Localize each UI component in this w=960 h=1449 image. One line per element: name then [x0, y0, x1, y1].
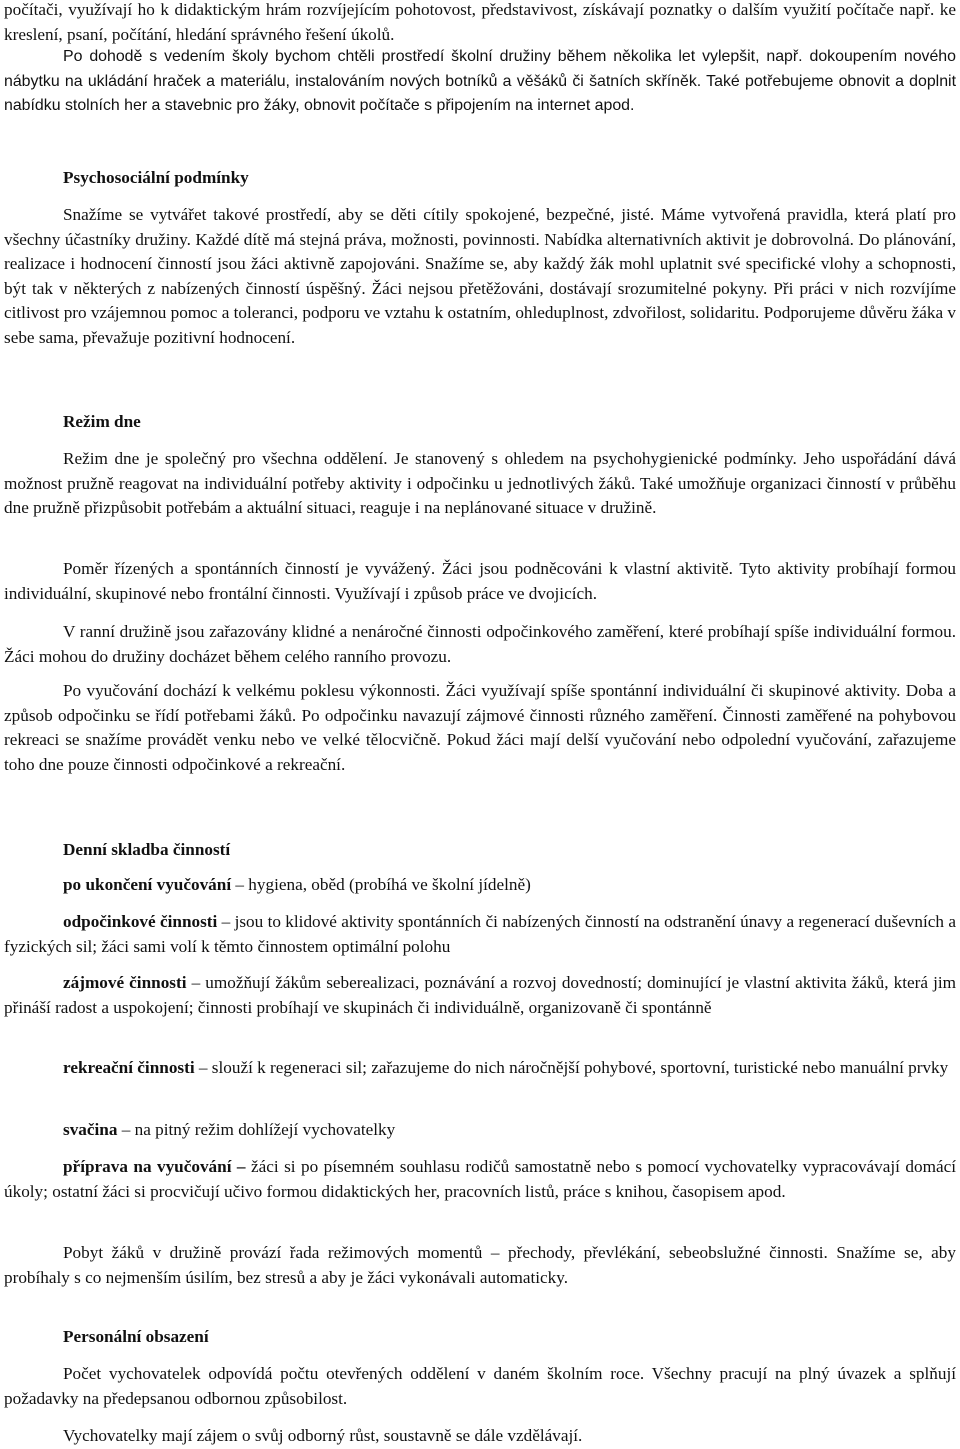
rezim-paragraph-2: Poměr řízených a spontánních činností je vyvážený. Žáci jsou podněcováni k vlastní aktivitě. Tyto aktivity probíhají formou individuální, skupinové nebo frontální činnosti. Využívají i způsob práce ve dvojicích.: [4, 559, 956, 603]
intro-paragraph-1: počítači, využívají ho k didaktickým hrám rozvíjejícím pohotovost, představivost, získávají poznatky o dalším využití počítače např. ke kreslení, psaní, počítání, hledání správného řešení úkolů.: [4, 0, 956, 44]
personal-paragraph-2: Vychovatelky mají zájem o svůj odborný růst, soustavně se dále vzdělávají.: [63, 1426, 583, 1445]
skladba-term: rekreační činnosti: [63, 1058, 195, 1077]
skladba-text: – na pitný režim dohlížejí vychovatelky: [117, 1120, 396, 1139]
skladba-text: – hygiena, oběd (probíhá ve školní jídelně): [231, 875, 531, 894]
skladba-term: odpočinkové činnosti: [63, 912, 218, 931]
skladba-text: žáci si po písemném souhlasu rodičů samostatně nebo s pomocí vychovatelky vypracovávají domácí úkoly; ostatní žáci si procvičují učivo formou didaktických her, pracovních listů, práce s knihou, časopisem apod.: [4, 1157, 956, 1201]
skladba-text: – jsou to klidové aktivity spontánních či nabízených činností na odstranění únavy a regenerací duševních a fyzických sil; žáci sami volí k těmto činnostem optimální polohu: [4, 912, 956, 956]
heading-rezim-dne: Režim dne: [63, 412, 141, 431]
personal-paragraph-1: Počet vychovatelek odpovídá počtu otevřených oddělení v daném školním roce. Všechny pracují na plný úvazek a splňují požadavky na předepsanou odbornou způsobilost.: [4, 1364, 956, 1408]
psychosocial-paragraph: Snažíme se vytvářet takové prostředí, aby se děti cítily spokojené, bezpečné, jisté. Máme vytvořená pravidla, která platí pro všechny účastníky družiny. Každé dítě má stejná práva, možnosti, povinnosti. Nabídka alternativních aktivit je dobrovolná. Do plánování, realizace i hodnocení činností jsou žáci aktivně zapojováni. Snažíme se, aby každý žák mohl uplatnit své specifické vlohy a schopnosti, být tak v některých z nabízených činností úspěšný. Žáci nejsou přetěžováni, dostávají srozumitelné pokyny. Při práci v nich rozvíjíme citlivost pro vzájemnou pomoc a toleranci, podporu ve vztahu k ostatním, ohleduplnost, zdvořilost, solidaritu. Podporujeme důvěru žáka v sebe sama, převažuje pozitivní hodnocení.: [4, 205, 956, 347]
skladba-text: – umožňují žákům seberealizaci, poznávání a rozvoj dovedností; dominující je vlastní aktivita žáků, která jim přináší radost a uspokojení; činnosti probíhají ve skupinách či individuálně, organizovaně či spontánně: [4, 973, 956, 1017]
rezim-paragraph-4: Po vyučování dochází k velkému poklesu výkonnosti. Žáci využívají spíše spontánní individuální či skupinové aktivity. Doba a způsob odpočinku se řídí potřebami žáků. Po odpočinku navazují zájmové činnosti různého zaměření. Činnosti zaměřené na pohybovou rekreaci se snažíme provádět venku nebo ve velké tělocvičně. Pokud žáci mají delší vyučování nebo odpolední vyučování, zařazujeme toho dne pouze činnosti odpočinkové a rekreační.: [4, 681, 956, 774]
skladba-item: [4, 910, 956, 959]
skladba-item: [4, 1155, 956, 1204]
skladba-text: – slouží k regeneraci sil; zařazujeme do nich náročnější pohybové, sportovní, turistické nebo manuální prvky: [194, 1058, 949, 1077]
skladba-term: příprava na vyučování –: [63, 1157, 246, 1176]
heading-denni-skladba: Denní skladba činností: [63, 840, 231, 859]
skladba-item: [4, 971, 956, 1020]
intro-paragraph-2: Po dohodě s vedením školy bychom chtěli prostředí školní družiny během několika let vylepšit, např. dokoupením nového nábytku na ukládání hraček a materiálu, instalováním nových botníků a věšáků či šatních skříněk. Také potřebujeme obnovit a doplnit nabídku stolních her a stavebnic pro žáky, obnovit počítače s připojením na internet apod.: [4, 48, 956, 114]
heading-psychosocial: Psychosociální podmínky: [63, 168, 249, 187]
skladba-term: po ukončení vyučování: [63, 875, 232, 894]
skladba-closing-paragraph: Pobyt žáků v družině provází řada režimových momentů – přechody, převlékání, sebeobslužné činnosti. Snažíme se, aby probíhaly s co nejmenším úsilím, bez stresů a aby je žáci vykonávali automaticky.: [4, 1243, 956, 1287]
skladba-item: [4, 1118, 956, 1143]
skladba-term: zájmové činnosti: [63, 973, 187, 992]
skladba-item: [4, 873, 956, 898]
skladba-term: svačina: [63, 1120, 118, 1139]
rezim-paragraph-3: V ranní družině jsou zařazovány klidné a nenáročné činnosti odpočinkového zaměření, které probíhají spíše individuální formou. Žáci mohou do družiny docházet během celého ranního provozu.: [4, 622, 956, 666]
skladba-item: [4, 1056, 956, 1081]
rezim-paragraph-1: Režim dne je společný pro všechna oddělení. Je stanovený s ohledem na psychohygienické podmínky. Jeho uspořádání dává možnost pružně reagovat na individuální potřeby aktivity i odpočinku u jednotlivých žáků. Také umožňuje organizaci činností v průběhu dne pružně přizpůsobit potřebám a aktuální situaci, reaguje i na neplánované situace v družině.: [4, 449, 956, 517]
heading-personal: Personální obsazení: [63, 1327, 209, 1346]
